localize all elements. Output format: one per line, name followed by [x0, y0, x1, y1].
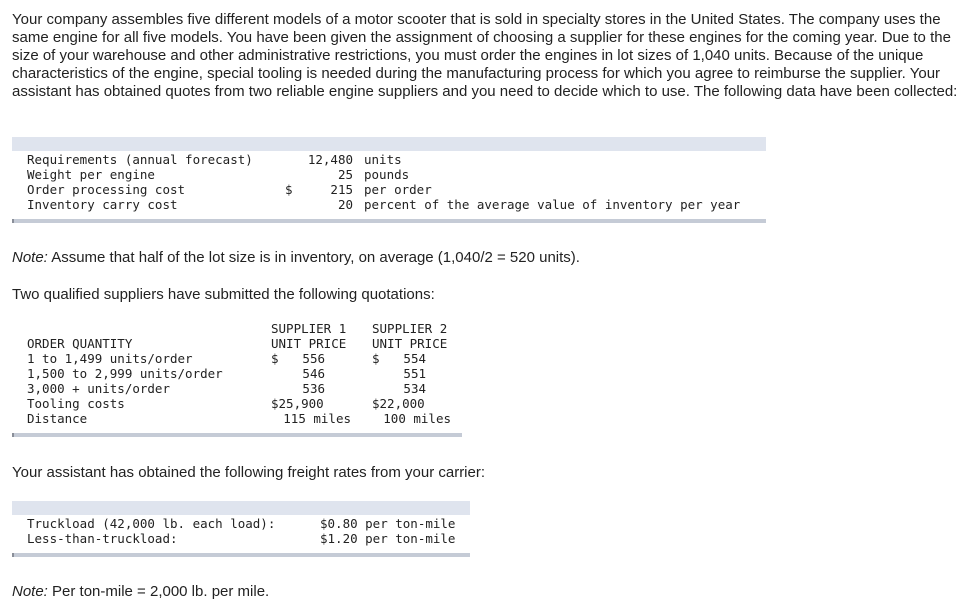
supplier1-tooling: $25,900 [271, 396, 324, 411]
requirement-value: 12,480 [307, 152, 353, 167]
requirement-unit: units [364, 152, 402, 167]
quantity-label: 1,500 to 2,999 units/order [27, 366, 223, 381]
supplier2-price: 551 [403, 366, 426, 381]
table-row [27, 396, 467, 411]
dollar-sign: $ [285, 182, 293, 197]
note-prefix: Note: [12, 583, 48, 600]
supplier1-price: 546 [302, 366, 325, 381]
quotes-intro [12, 286, 960, 304]
table-row [27, 182, 767, 197]
quantity-label: 1 to 1,499 units/order [27, 351, 193, 366]
note-ton-mile [12, 583, 960, 601]
table-header-bar [12, 501, 470, 515]
requirement-unit: per order [364, 182, 432, 197]
table-header-row [27, 321, 467, 336]
table-header-bar [12, 137, 766, 151]
note-assumption [12, 249, 960, 267]
table-row [27, 516, 467, 531]
supplier1-distance: 115 miles [283, 411, 351, 426]
table-footer-bar [12, 433, 462, 437]
quotations-table [12, 321, 462, 441]
supplier2-tooling: $22,000 [372, 396, 425, 411]
quotes-intro-text: Two qualified suppliers have submitted the following quotations: [12, 286, 435, 303]
supplier1-header: SUPPLIER 1 [271, 321, 347, 336]
requirement-unit: pounds [364, 167, 410, 182]
table-footer-bar [12, 553, 470, 557]
quantity-label: 3,000 + units/order [27, 381, 170, 396]
table-row [27, 152, 767, 167]
distance-label: Distance [27, 411, 88, 426]
supplier2-unit-price-header: UNIT PRICE [372, 336, 448, 351]
note-text: Per ton-mile = 2,000 lb. per mile. [47, 583, 270, 600]
freight-intro [12, 464, 960, 482]
table-row [27, 381, 467, 396]
supplier1-price: 556 [302, 351, 325, 366]
supplier2-price: 554 [403, 351, 426, 366]
requirement-unit: percent of the average value of inventory per year [364, 197, 741, 212]
dollar-sign: $ [372, 351, 380, 366]
table-row [27, 197, 767, 212]
table-row [27, 531, 467, 546]
freight-rate: $1.20 per ton-mile [320, 531, 456, 546]
freight-label: Less-than-truckload: [27, 531, 178, 546]
order-quantity-header: ORDER QUANTITY [27, 336, 133, 351]
requirements-table [12, 137, 766, 225]
table-row [27, 366, 467, 381]
freight-table [12, 501, 470, 559]
tooling-label: Tooling costs [27, 396, 125, 411]
requirement-label: Order processing cost [27, 182, 186, 197]
supplier1-unit-price-header: UNIT PRICE [271, 336, 347, 351]
dollar-sign: $ [271, 351, 279, 366]
table-row [27, 351, 467, 366]
table-row [27, 411, 467, 426]
table-row [27, 167, 767, 182]
requirement-value: 215 [330, 182, 353, 197]
supplier2-price: 534 [403, 381, 426, 396]
supplier2-header: SUPPLIER 2 [372, 321, 448, 336]
table-footer-bar [12, 219, 766, 223]
intro-paragraph [12, 11, 960, 101]
requirement-value: 25 [337, 167, 353, 182]
freight-intro-text: Your assistant has obtained the following freight rates from your carrier: [12, 464, 486, 481]
requirement-value: 20 [337, 197, 353, 212]
freight-label: Truckload (42,000 lb. each load): [27, 516, 276, 531]
table-header-row [27, 336, 467, 351]
note-prefix: Note: [12, 249, 48, 266]
freight-rate: $0.80 per ton-mile [320, 516, 456, 531]
supplier2-distance: 100 miles [383, 411, 451, 426]
intro-text: Your company assembles five different models of a motor scooter that is sold in specialty stores in the United States. The company uses the same engine for all five models. You have been given the assignment of choosing a supplier for these engines for the coming year. Due to the size of your warehouse and other administrative restrictions, you must order the engines in lot sizes of 1,040 units. Because of the unique characteristics of the engine, special tooling is needed during the manufacturing process for which you agree to reimburse the supplier. Your assistant has obtained quotes from two reliable engine suppliers and you need to decide which to use. The following data have been collected: [12, 11, 958, 100]
requirement-label: Requirements (annual forecast) [27, 152, 253, 167]
requirement-label: Inventory carry cost [27, 197, 178, 212]
requirement-label: Weight per engine [27, 167, 155, 182]
note-text: Assume that half of the lot size is in inventory, on average (1,040/2 = 520 units). [47, 249, 580, 266]
supplier1-price: 536 [302, 381, 325, 396]
